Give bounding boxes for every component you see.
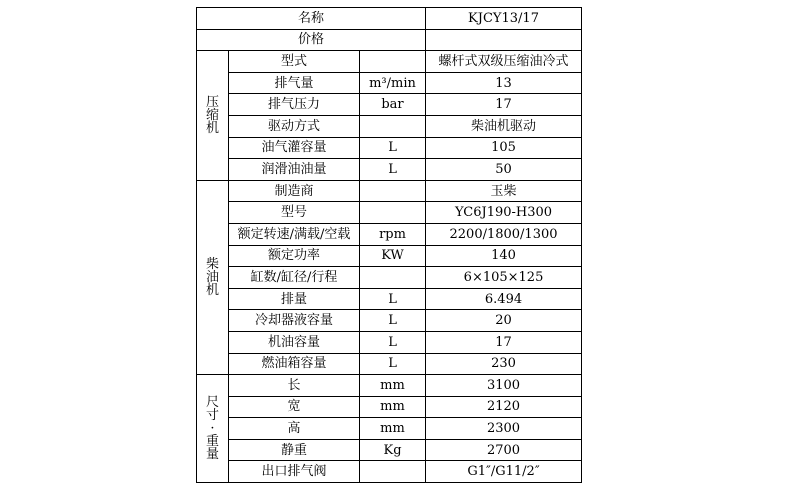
category-char: 量 — [205, 447, 219, 463]
spec-unit: mm — [360, 396, 426, 418]
spec-row — [197, 288, 582, 310]
spec-label: 燃油箱容量 — [229, 353, 360, 375]
spec-row — [197, 310, 582, 332]
category-diesel-engine — [197, 180, 229, 374]
spec-value: 螺杆式双级压缩油冷式 — [426, 51, 582, 73]
spec-unit: mm — [360, 418, 426, 440]
spec-value: 50 — [426, 159, 582, 181]
spec-label: 出口排气阀 — [229, 461, 360, 483]
spec-unit: bar — [360, 94, 426, 116]
spec-label: 型式 — [229, 51, 360, 73]
category-char: 缩 — [205, 107, 219, 123]
spec-row — [197, 331, 582, 353]
spec-unit: L — [360, 353, 426, 375]
spec-value: 2300 — [426, 418, 582, 440]
spec-label: 油气灌容量 — [229, 137, 360, 159]
name-value: KJCY13/17 — [426, 8, 582, 30]
spec-row — [197, 353, 582, 375]
category-dimensions-weight — [197, 375, 229, 483]
spec-unit: L — [360, 331, 426, 353]
spec-unit: Kg — [360, 439, 426, 461]
spec-value: G1″/G11/2″ — [426, 461, 582, 483]
spec-row — [197, 94, 582, 116]
spec-unit — [360, 461, 426, 483]
spec-value: 玉柴 — [426, 180, 582, 202]
spec-label: 润滑油油量 — [229, 159, 360, 181]
spec-value: 13 — [426, 72, 582, 94]
price-label: 价格 — [197, 29, 426, 51]
spec-unit — [360, 267, 426, 289]
spec-row — [197, 223, 582, 245]
spec-row — [197, 159, 582, 181]
spec-value: 17 — [426, 94, 582, 116]
spec-unit: L — [360, 288, 426, 310]
spec-label: 制造商 — [229, 180, 360, 202]
category-char: 尺 — [205, 395, 219, 411]
spec-label: 驱动方式 — [229, 115, 360, 137]
spec-value: 2700 — [426, 439, 582, 461]
spec-value: 140 — [426, 245, 582, 267]
spec-label: 排气量 — [229, 72, 360, 94]
category-char: 油 — [205, 269, 219, 285]
spec-label: 缸数/缸径/行程 — [229, 267, 360, 289]
spec-row — [197, 115, 582, 137]
spec-value: 6×105×125 — [426, 267, 582, 289]
spec-label: 机油容量 — [229, 331, 360, 353]
spec-value: 230 — [426, 353, 582, 375]
category-char: 柴 — [205, 256, 219, 272]
spec-value: 6.494 — [426, 288, 582, 310]
spec-label: 静重 — [229, 439, 360, 461]
name-row — [197, 8, 582, 30]
spec-label: 排量 — [229, 288, 360, 310]
spec-unit — [360, 202, 426, 224]
spec-unit: L — [360, 159, 426, 181]
spec-value: YC6J190-H300 — [426, 202, 582, 224]
spec-value: 20 — [426, 310, 582, 332]
category-char: 机 — [205, 282, 219, 298]
category-char: 压 — [205, 94, 219, 110]
price-row — [197, 29, 582, 51]
spec-value: 3100 — [426, 375, 582, 397]
spec-row — [197, 439, 582, 461]
spec-label: 高 — [229, 418, 360, 440]
spec-row — [197, 137, 582, 159]
spec-unit — [360, 51, 426, 73]
spec-row — [197, 396, 582, 418]
spec-row — [197, 202, 582, 224]
spec-row — [197, 180, 582, 202]
spec-unit: rpm — [360, 223, 426, 245]
spec-value: 2120 — [426, 396, 582, 418]
category-char: 机 — [205, 120, 219, 136]
spec-row — [197, 267, 582, 289]
spec-row — [197, 72, 582, 94]
spec-label: 冷却器液容量 — [229, 310, 360, 332]
spec-unit: m³/min — [360, 72, 426, 94]
spec-unit: L — [360, 137, 426, 159]
spec-unit: KW — [360, 245, 426, 267]
spec-row — [197, 51, 582, 73]
price-value — [426, 29, 582, 51]
category-char: 重 — [205, 434, 219, 450]
category-char: 寸 — [205, 408, 219, 424]
spec-row — [197, 245, 582, 267]
spec-label: 长 — [229, 375, 360, 397]
spec-value: 17 — [426, 331, 582, 353]
spec-value: 柴油机驱动 — [426, 115, 582, 137]
category-char: · — [210, 421, 215, 437]
spec-row — [197, 461, 582, 483]
spec-label: 排气压力 — [229, 94, 360, 116]
category-compressor — [197, 51, 229, 181]
spec-label: 额定功率 — [229, 245, 360, 267]
spec-unit — [360, 115, 426, 137]
spec-table — [196, 7, 582, 483]
spec-unit — [360, 180, 426, 202]
spec-label: 宽 — [229, 396, 360, 418]
spec-unit: mm — [360, 375, 426, 397]
spec-label: 型号 — [229, 202, 360, 224]
spec-label: 额定转速/满载/空载 — [229, 223, 360, 245]
spec-value: 105 — [426, 137, 582, 159]
spec-value: 2200/1800/1300 — [426, 223, 582, 245]
spec-unit: L — [360, 310, 426, 332]
name-label: 名称 — [197, 8, 426, 30]
spec-row — [197, 418, 582, 440]
spec-row — [197, 375, 582, 397]
